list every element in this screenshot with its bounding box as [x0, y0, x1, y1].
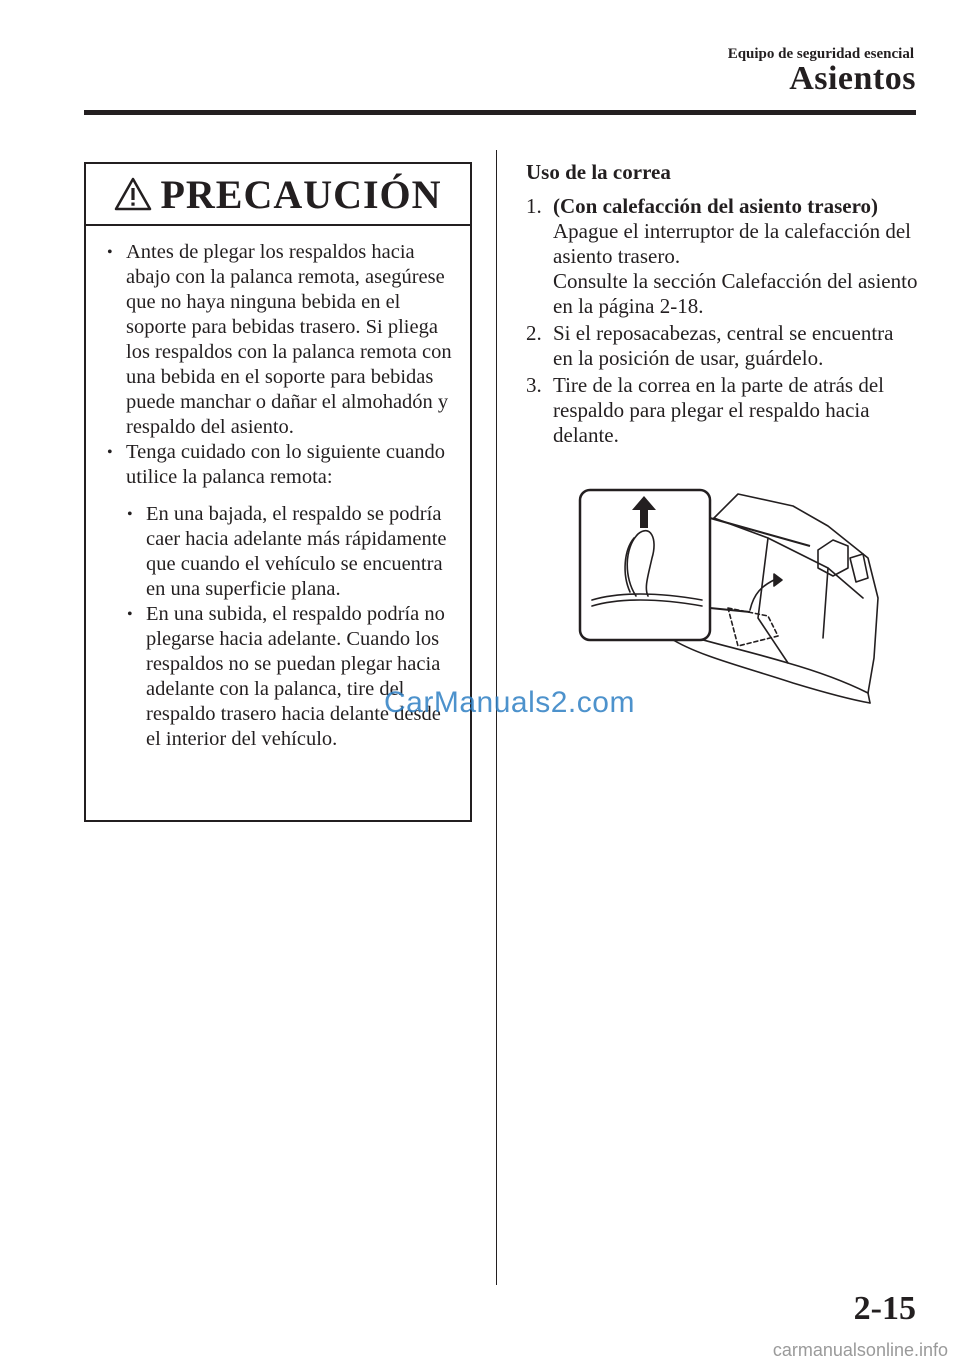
caution-header [86, 164, 470, 226]
step-number: 3. [526, 373, 542, 397]
step-text: Consulte la sección Calefacción del asiento en la página 2-18. [553, 269, 918, 318]
step-item [526, 194, 918, 319]
header-rule [84, 110, 916, 115]
caution-subitem: • En una bajada, el respaldo se podría caer hacia adelante más rápidamente que cuando el vehículo se encuentra en una superficie plana. [120, 502, 458, 602]
step-text: Si el reposacabezas, central se encuentra en la posición de usar, guárdelo. [553, 321, 894, 370]
section-header: Equipo de seguridad esencial [727, 46, 914, 62]
caution-body [86, 226, 470, 752]
step-number: 1. [526, 194, 542, 218]
caution-title: PRECAUCIÓN [160, 171, 442, 217]
step-text: Tire de la correa en la parte de atrás del respaldo para plegar el respaldo hacia delante. [553, 373, 884, 447]
step-item [526, 373, 918, 448]
step-text: Apague el interruptor de la calefacción del asiento trasero. [553, 219, 911, 268]
step-number: 2. [526, 321, 542, 345]
page-title: Asientos [789, 60, 916, 97]
section-title: Uso de la correa [526, 160, 671, 184]
caution-subitem: • En una subida, el respaldo podría no plegarse hacia adelante. Cuando los respaldos no se puedan plegar hacia adelante con la palanca, tire del respaldo trasero hacia delante desde el interior del vehículo. [120, 602, 458, 752]
step-condition: (Con calefacción del asiento trasero) [553, 194, 879, 218]
caution-item: • Antes de plegar los respaldos hacia abajo con la palanca remota, asegúrese que no haya ninguna bebida en el soporte para bebidas trasero. Si pliega los respaldos con la palanca remota con una bebida en el soporte para bebidas puede manchar o dañar el almohadón y respaldo del asiento. [100, 240, 458, 440]
warning-triangle-icon [114, 177, 152, 211]
watermark: CarManuals2.com [384, 686, 635, 719]
footer-site-label: carmanualsonline.info [772, 1340, 948, 1360]
page-number: 2-15 [853, 1290, 916, 1327]
caution-item: • Tenga cuidado con lo siguiente cuando utilice la palanca remota: [100, 440, 458, 490]
procedure-section [526, 160, 918, 450]
caution-box [84, 162, 472, 822]
step-item [526, 321, 918, 371]
seat-strap-illustration [578, 488, 884, 708]
